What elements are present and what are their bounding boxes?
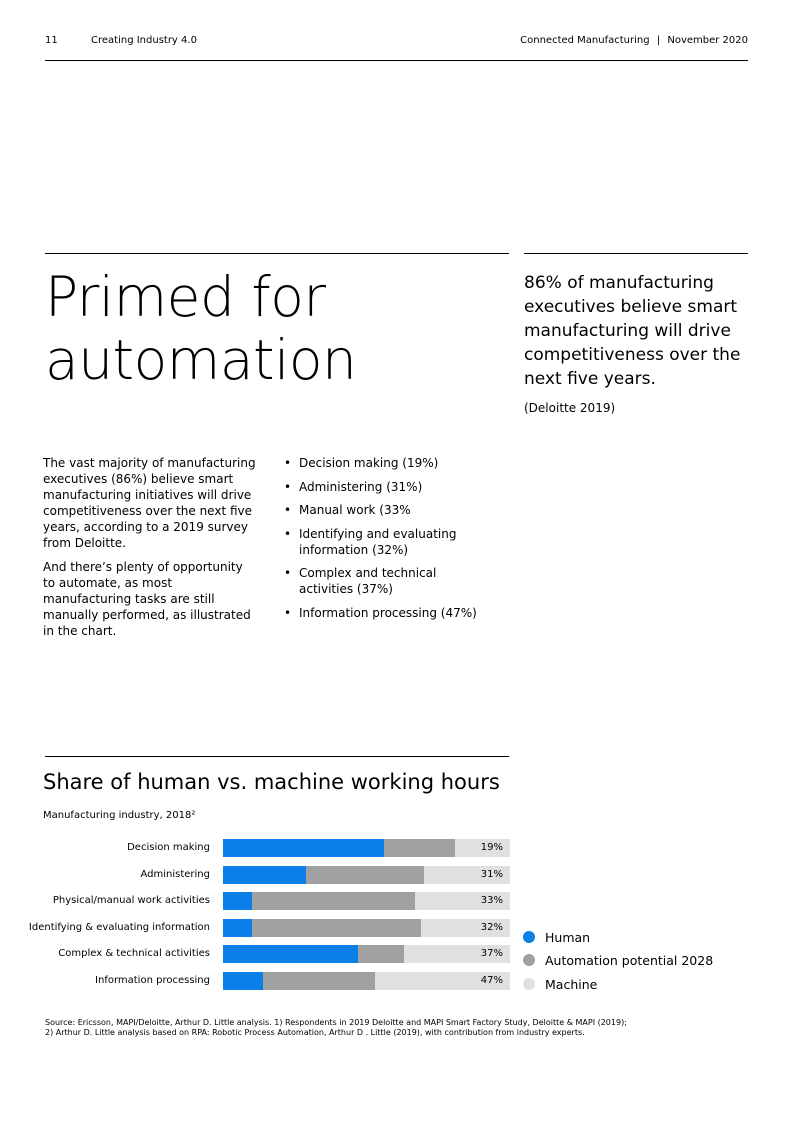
body-paragraph: And there’s plenty of opportunity to automate, as most manufacturing tasks are still manually performed, as illustrated in the chart. [43, 560, 251, 638]
legend-swatch-human [523, 931, 535, 943]
bullet-item: • Decision making (19%) [284, 455, 484, 471]
bar-segment-human [223, 892, 252, 910]
bullet-item: • Manual work (33% [284, 502, 484, 518]
headline-rule [45, 253, 509, 254]
bullet-item: • Information processing (47%) [284, 605, 484, 621]
bar-segment-human [223, 919, 252, 937]
pull-quote: 86% of manufacturing executives believe smart manufacturing will drive competitiveness over the next five years. [524, 273, 741, 389]
legend-item-automation [523, 953, 713, 968]
bar-segment-human [223, 945, 358, 963]
bar-segment-automation [252, 892, 416, 910]
section-title: Creating Industry 4.0 [91, 35, 197, 46]
bar-segment-human [223, 972, 263, 990]
chart-title: Share of human vs. machine working hours [43, 770, 500, 794]
data-label: 32% [480, 921, 503, 933]
source-line: 2) Arthur D. Little analysis based on RPA: Robotic Process Automation, Arthur D . Little (2019), with contribution from industry experts. [45, 1028, 585, 1037]
quote-rule [524, 253, 748, 254]
category-label: Complex & technical activities [58, 948, 210, 960]
header-rule [45, 60, 748, 61]
page-title [45, 266, 465, 392]
bar-segment-human [223, 839, 384, 857]
page-number: 11 [45, 35, 58, 46]
legend-swatch-machine [523, 978, 535, 990]
chart-subtitle: Manufacturing industry, 2018² [43, 810, 196, 821]
category-label: Physical/manual work activities [52, 895, 210, 907]
legend-swatch-automation [523, 954, 535, 966]
source-note [45, 1018, 745, 1038]
bar-segment-automation [384, 839, 456, 857]
body-paragraph: The vast majority of manufacturing executives (86%) believe smart manufacturing initiatives will drive competitiveness over the next five years, according to a 2019 survey from Deloitte. [43, 456, 256, 550]
body-text [43, 455, 258, 647]
data-label: 31% [480, 868, 503, 880]
data-label: 47% [480, 975, 503, 986]
pull-quote-source: (Deloitte 2019) [524, 401, 616, 415]
publication-name: Connected Manufacturing [520, 35, 650, 46]
page-title-line-1: Primed for [45, 265, 326, 329]
chart-rule [45, 756, 509, 757]
bar-segment-automation [263, 972, 375, 990]
category-label: Administering [140, 868, 210, 880]
legend-label: Machine [545, 977, 598, 992]
bar-segment-human [223, 866, 306, 884]
legend-label: Human [545, 930, 591, 945]
bar-segment-automation [358, 945, 404, 963]
page-title-line-2: automation [45, 328, 357, 392]
header-separator: | [656, 35, 661, 46]
bullet-item: • Complex and technical activities (37%) [284, 565, 484, 597]
publication-date: November 2020 [667, 35, 748, 46]
bullet-item: • Identifying and evaluating information (32%) [284, 526, 484, 558]
data-label: 33% [480, 895, 503, 907]
category-label: Decision making [127, 842, 210, 853]
task-bullet-list [284, 455, 484, 628]
legend-item-machine [523, 977, 597, 992]
bar-segment-automation [306, 866, 424, 884]
bar-segment-automation [252, 919, 421, 937]
legend-item-human [523, 930, 590, 945]
data-label: 37% [480, 948, 503, 960]
legend-label: Automation potential 2028 [545, 953, 714, 968]
source-line: Source: Ericsson, MAPI/Deloitte, Arthur D. Little analysis. 1) Respondents in 2019 Deloitte and MAPI Smart Factory Study, Deloitte & MAPI (2019); [45, 1018, 627, 1027]
bullet-item: • Administering (31%) [284, 479, 484, 495]
category-label: Information processing [95, 975, 210, 986]
publication-info [520, 35, 748, 46]
category-label: Identifying & evaluating information [28, 921, 210, 933]
data-label: 19% [480, 842, 503, 853]
